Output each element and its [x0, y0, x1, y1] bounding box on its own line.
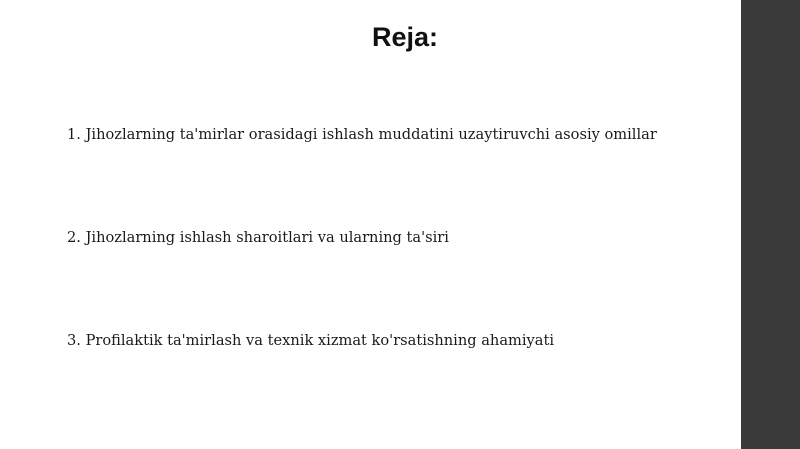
- slide-title: Reja:: [371, 22, 439, 52]
- plan-item-2: 2. Jihozlarning ishlash sharoitlari va ularning ta'siri: [67, 229, 449, 246]
- side-panel: [741, 0, 800, 449]
- plan-item-3: 3. Profilaktik ta'mirlash va texnik xizmat ko'rsatishning ahamiyati: [67, 332, 555, 349]
- plan-item-1: 1. Jihozlarning ta'mirlar orasidagi ishlash muddatini uzaytiruvchi asosiy omillar: [67, 126, 657, 143]
